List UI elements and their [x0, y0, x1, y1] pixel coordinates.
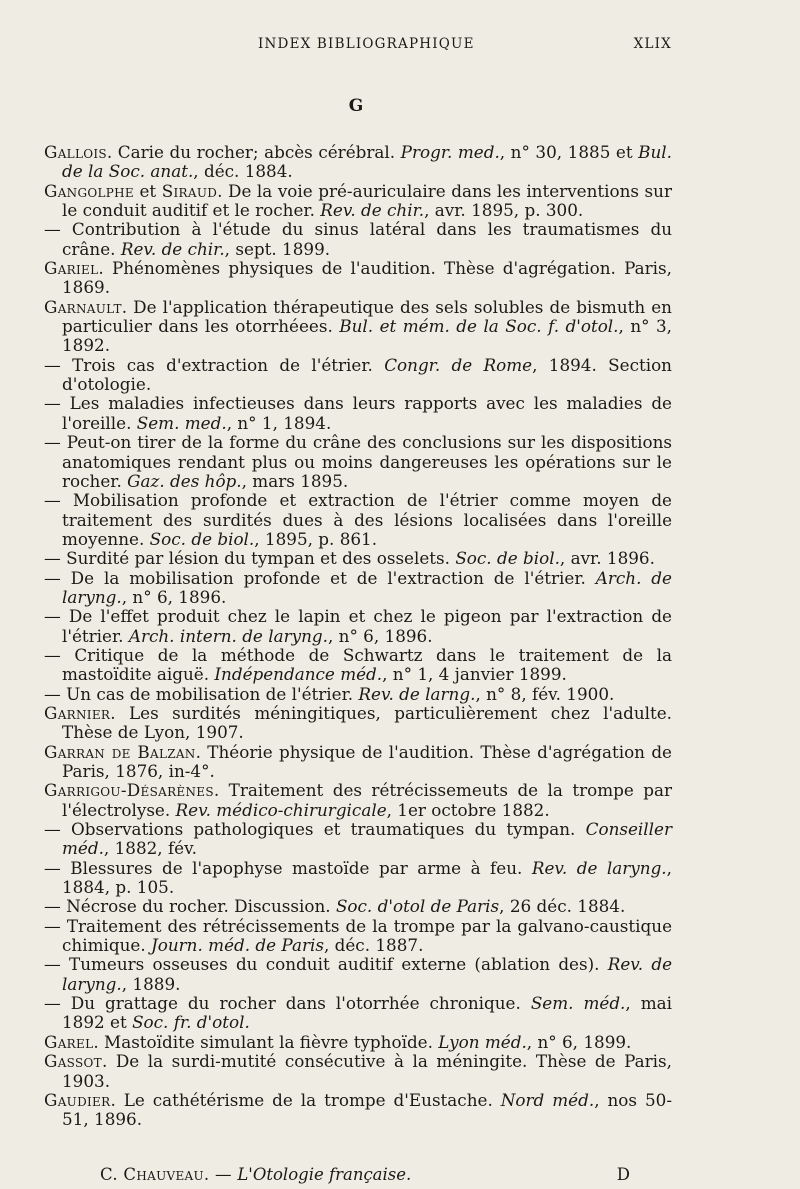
entry-text: — Mobilisation profonde et extraction de l'étrier comme moyen de traitement des surdités dues à des lésions localisées dans l'oreille moyenne.: [44, 490, 672, 549]
entry-text: , n° 1, 1894.: [226, 412, 332, 433]
entry-text: — Observations pathologiques et traumatiques du tympan.: [44, 819, 586, 840]
bibliography-entry: [44, 394, 672, 433]
entry-text: — Surdité par lésion du tympan et des osselets.: [44, 548, 456, 569]
entry-text: , avr. 1895, p. 300.: [424, 200, 584, 221]
bibliography-entry: [44, 1091, 672, 1130]
bibliography-entry: [44, 994, 672, 1033]
entry-text: . De l'application thérapeutique des sels solubles de bismuth en particulier dans les otorrhéees.: [62, 296, 672, 337]
bibliography-entry: [44, 182, 672, 221]
entry-text: , 1882, fév.: [103, 838, 197, 859]
entry-source: Sem. med.: [136, 412, 227, 433]
entry-text: — Blessures de l'apophyse mastoïde par arme à feu.: [44, 857, 532, 878]
bibliography-entry: [44, 820, 672, 859]
entry-text: , n° 30, 1885 et: [499, 142, 639, 162]
page-number: XLIX: [633, 36, 672, 52]
entry-text: — Un cas de mobilisation de l'étrier.: [44, 683, 359, 704]
entry-source: Rev. de chir.: [320, 200, 425, 221]
entry-text: , 1er octobre 1882.: [386, 799, 550, 820]
entry-text: — De la mobilisation profonde et de l'extraction de l'étrier.: [44, 567, 596, 588]
entry-source: Bul. et mém. de la Soc. f. d'otol.: [339, 316, 619, 337]
entry-text: , n° 6, 1899.: [526, 1031, 632, 1052]
entry-source: Rev. de larng.: [358, 683, 476, 704]
entry-source: Rev. de chir.: [120, 238, 225, 259]
bibliography-entry: [44, 1052, 672, 1091]
entry-text: , n° 1, 4 janvier 1899.: [382, 664, 567, 685]
entry-text: . Traitement des rétrécissemeuts de la trompe par l'électrolyse.: [62, 780, 672, 820]
bibliography-entry: [44, 569, 672, 608]
entry-source: Rev. médico-chirurgicale: [175, 799, 387, 820]
bibliography-entry: [44, 298, 672, 356]
bibliography-entry: [44, 917, 672, 956]
entry-source: Rev. de laryng.: [531, 857, 667, 878]
bibliography-entry: [44, 491, 672, 549]
entry-author: Garrigou-Désarènes: [44, 780, 214, 801]
bibliography-entry: [44, 220, 672, 259]
entry-source: Sem. méd.: [530, 993, 626, 1014]
footer-author: C. Chauveau. —: [100, 1165, 238, 1184]
entry-source: Rev. de laryng.: [62, 954, 672, 994]
entry-text: , mai 1892 et: [62, 993, 672, 1033]
entry-text: — Peut-on tirer de la forme du crâne des conclusions sur les dispositions anatomiques rendant plus ou moins dangereuses les opérations sur le rocher.: [44, 432, 672, 491]
signature-mark: D: [616, 1165, 630, 1184]
entry-text: . Le cathétérisme de la trompe d'Eustache.: [110, 1089, 501, 1110]
section-letter: G: [348, 96, 364, 116]
bibliography-entry: [44, 743, 672, 782]
footer-citation: [100, 1165, 411, 1184]
entry-text: — Contribution à l'étude du sinus latéral dans les traumatismes du crâne.: [44, 219, 672, 259]
bibliography-entry: [44, 1033, 672, 1052]
entry-author: Garnier: [44, 702, 111, 723]
entry-source: Soc. de biol.: [149, 528, 255, 549]
entry-text: , sept. 1899.: [224, 238, 331, 259]
entry-source: Gaz. des hôp.: [127, 470, 242, 491]
entry-author: Gallois: [44, 142, 107, 162]
bibliography-entry: [44, 781, 672, 820]
entry-text: , 1889.: [121, 973, 181, 994]
entry-text: . Phénomènes physiques de l'audition. Thèse d'agrégation. Paris, 1869.: [62, 258, 672, 298]
entry-text: et: [133, 180, 162, 201]
entry-text: , n° 6, 1896.: [121, 586, 227, 607]
entry-text: , n° 6, 1896.: [327, 625, 433, 646]
entry-text: , n° 8, fév. 1900.: [475, 683, 615, 704]
entry-text: — Nécrose du rocher. Discussion.: [44, 896, 336, 917]
footer-book-title: L'Otologie française.: [237, 1165, 412, 1184]
entry-text: , déc. 1884.: [193, 161, 293, 182]
running-title: INDEX BIBLIOGRAPHIQUE: [258, 36, 475, 52]
entry-author: Garel: [44, 1031, 94, 1052]
entry-author: Gaudier: [44, 1089, 111, 1110]
bibliography-entry: [44, 549, 672, 568]
entry-text: , 26 déc. 1884.: [499, 896, 626, 917]
entry-source: Congr. de Rome: [384, 354, 533, 375]
entry-source: Soc. de biol.: [455, 548, 560, 569]
entry-text: , 1895, p. 861.: [254, 528, 378, 549]
entry-source: Soc. d'otol de Paris: [335, 896, 500, 917]
entry-text: — Les maladies infectieuses dans leurs rapports avec les maladies de l'oreille.: [44, 393, 672, 433]
entry-text: . Théorie physique de l'audition. Thèse d'agrégation de Paris, 1876, in-4°.: [62, 741, 672, 781]
entry-text: . Les surdités méningitiques, particulièrement chez l'adulte. Thèse de Lyon, 1907.: [62, 702, 672, 743]
bibliography-entry: [44, 897, 672, 916]
entry-text: — Tumeurs osseuses du conduit auditif externe (ablation des).: [44, 954, 608, 975]
bibliography-entry: [44, 259, 672, 298]
running-header: [258, 36, 672, 52]
bibliography-entry: [44, 685, 672, 704]
page-footer: [100, 1165, 630, 1184]
entry-source: Bul. de la Soc. anat.: [62, 142, 672, 182]
entry-text: . De la voie pré-auriculaire dans les interventions sur le conduit auditif et le rocher.: [62, 180, 673, 221]
entry-source: Soc. fr. d'otol.: [132, 1012, 250, 1033]
entry-author: Garnault: [44, 296, 122, 317]
entry-text: , 1884, p. 105.: [62, 857, 672, 898]
entry-text: , n° 3, 1892.: [62, 316, 672, 356]
entry-text: . De la surdi-mutité consécutive à la méningite. Thèse de Paris, 1903.: [62, 1051, 672, 1091]
entry-author: Siraud: [161, 180, 218, 201]
bibliography-entry: [44, 646, 672, 685]
bibliography-list: [44, 143, 672, 1130]
entry-source: Progr. med.: [400, 142, 500, 162]
entry-text: , nos 50-51, 1896.: [62, 1089, 672, 1130]
entry-text: , avr. 1896.: [559, 548, 655, 569]
entry-author: Gangolphe: [44, 180, 134, 201]
entry-author: Garran de Balzan: [44, 741, 196, 762]
entry-source: Nord méd.: [500, 1089, 595, 1110]
bibliography-entry: [44, 859, 672, 898]
entry-text: — Critique de la méthode de Schwartz dans le traitement de la mastoïdite aiguë.: [44, 644, 672, 685]
entry-author: Gassot: [44, 1051, 102, 1072]
entry-text: — Traitement des rétrécissements de la trompe par la galvano-caustique chimique.: [44, 915, 672, 956]
entry-source: Journ. méd. de Paris: [151, 935, 324, 956]
entry-source: Indépendance méd.: [214, 664, 383, 685]
entry-source: Arch. de laryng.: [62, 567, 672, 607]
bibliography-entry: [44, 704, 672, 743]
bibliography-entry: [44, 955, 672, 994]
entry-source: Conseiller méd.: [62, 819, 672, 859]
bibliography-entry: [44, 143, 672, 182]
entry-author: Gariel: [44, 258, 99, 279]
entry-text: , mars 1895.: [241, 470, 349, 491]
entry-text: . Carie du rocher; abcès cérébral.: [106, 142, 401, 162]
entry-source: Arch. intern. de laryng.: [128, 625, 328, 646]
entry-text: , 1894. Section d'otologie.: [62, 354, 672, 395]
bibliography-entry: [44, 356, 672, 395]
entry-source: Lyon méd.: [438, 1031, 527, 1052]
entry-text: — De l'effet produit chez le lapin et chez le pigeon par l'extraction de l'étrier.: [44, 606, 672, 646]
bibliography-entry: [44, 433, 672, 491]
entry-text: , déc. 1887.: [323, 935, 424, 956]
entry-text: . Mastoïdite simulant la fièvre typhoïde.: [93, 1031, 439, 1052]
entry-text: — Trois cas d'extraction de l'étrier.: [44, 354, 385, 375]
entry-text: — Du grattage du rocher dans l'otorrhée chronique.: [44, 993, 531, 1014]
bibliography-entry: [44, 607, 672, 646]
